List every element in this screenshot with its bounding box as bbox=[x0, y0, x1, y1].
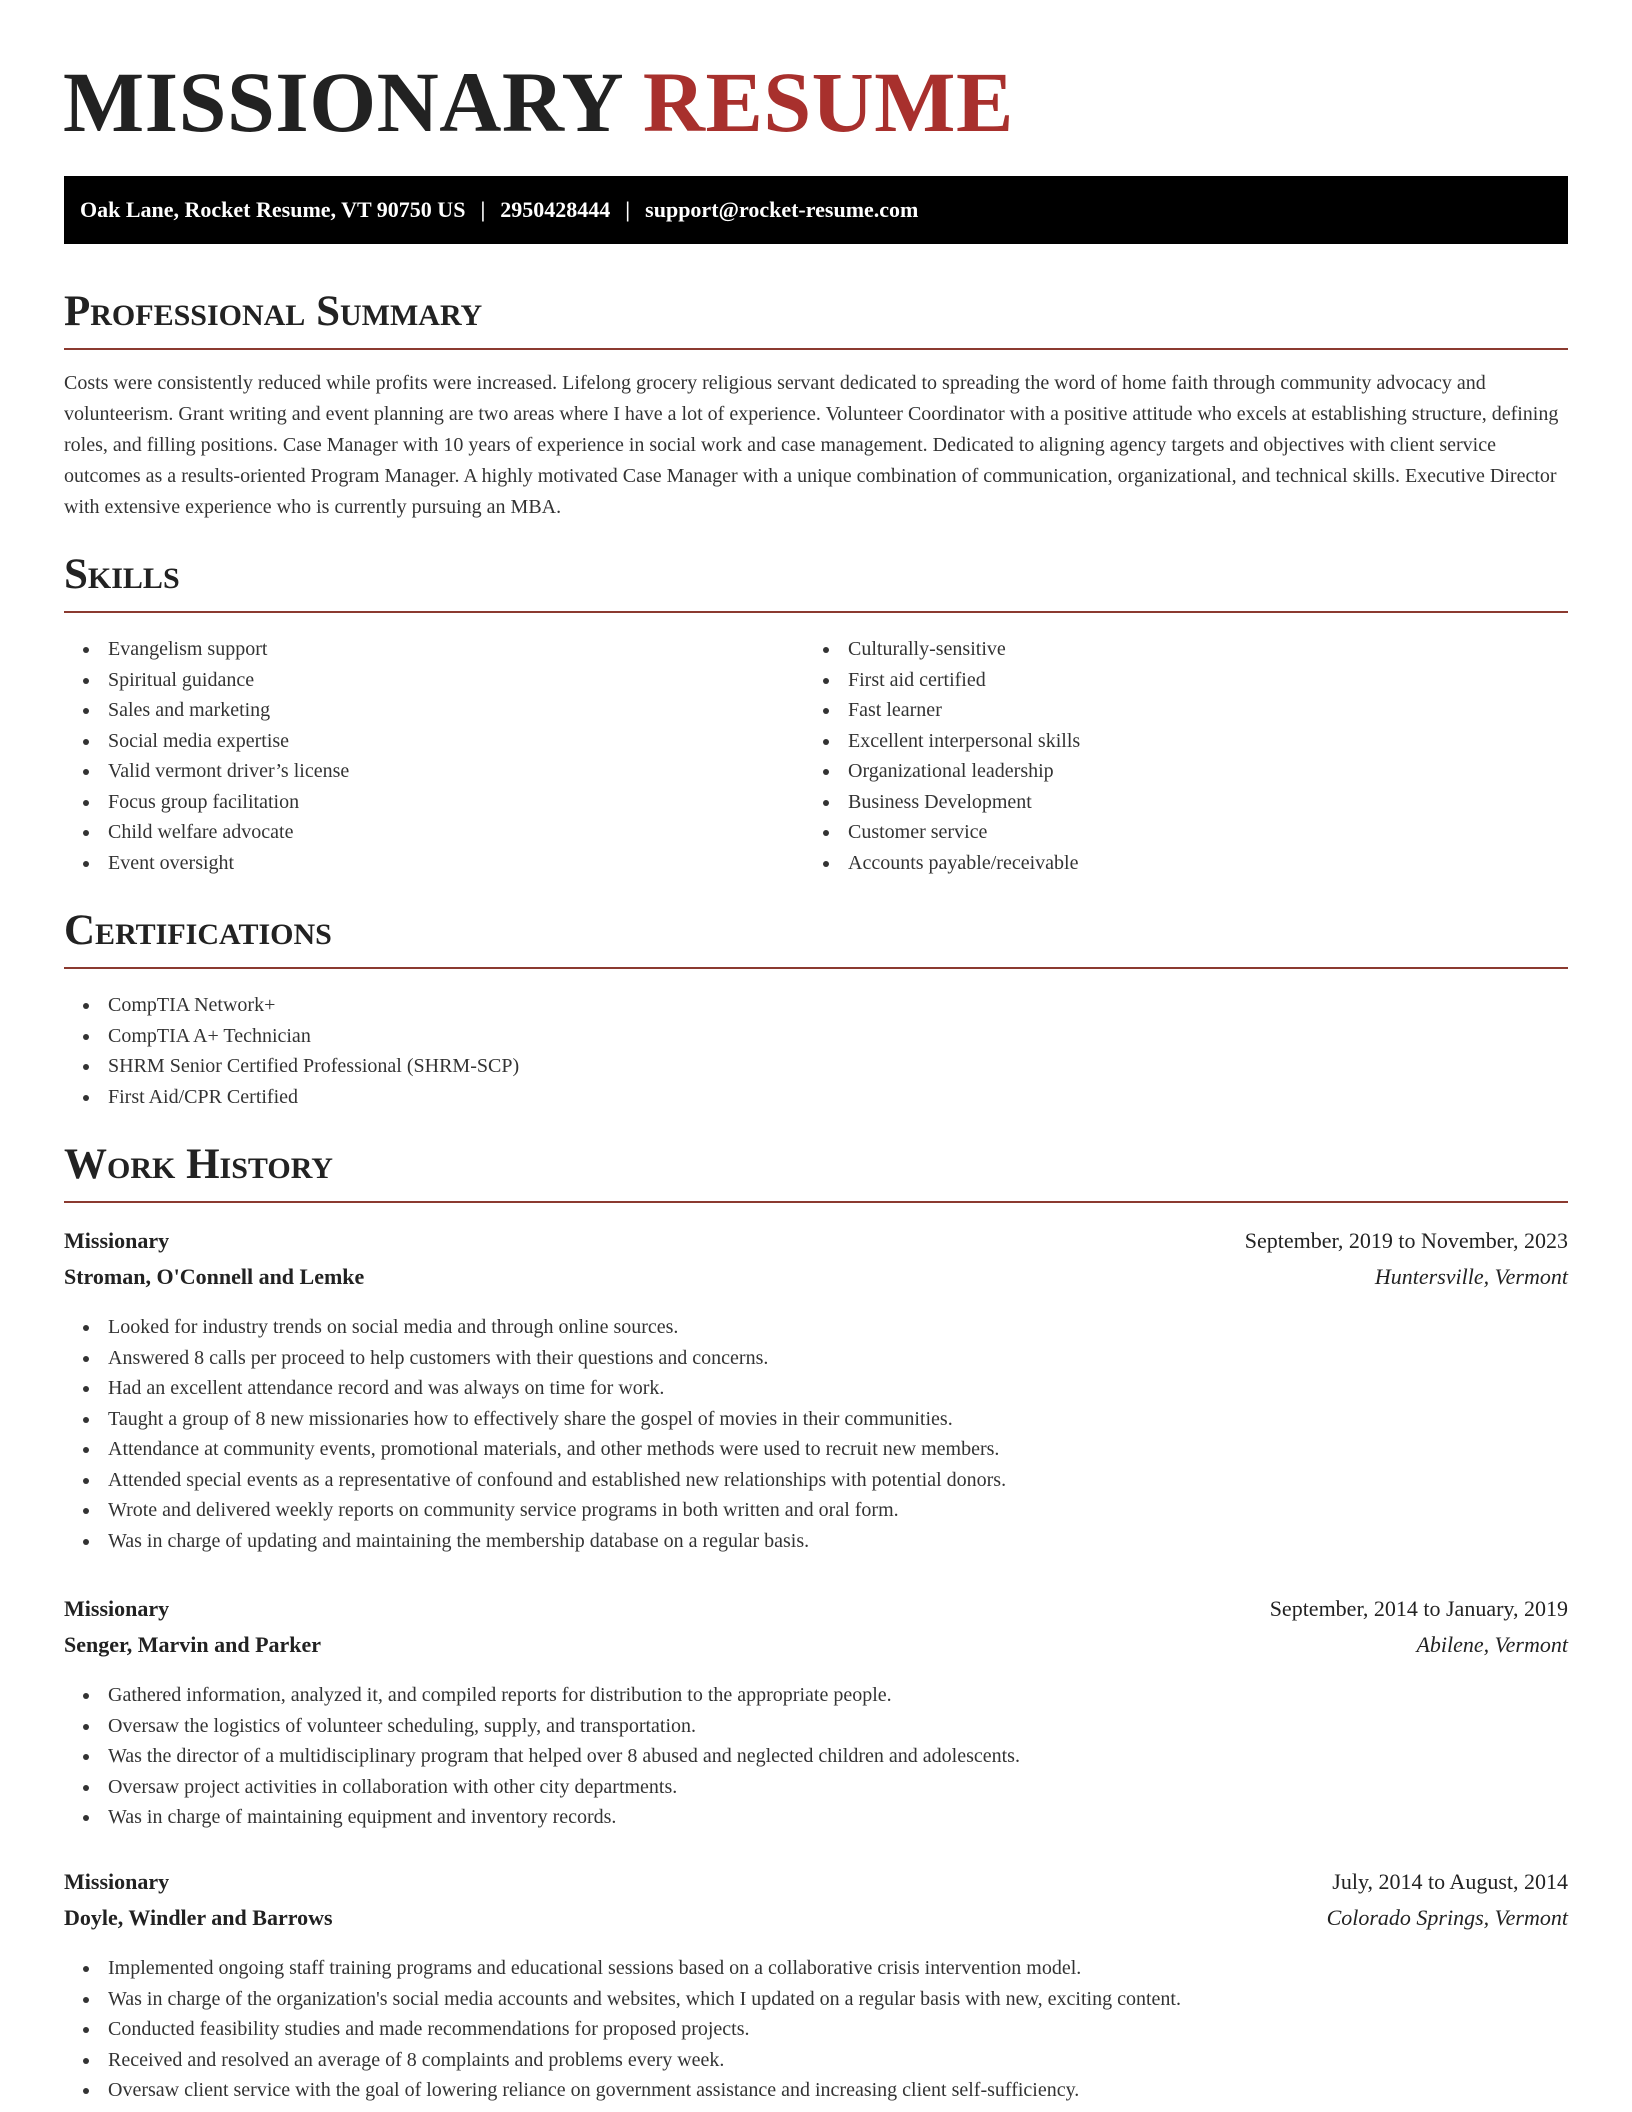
list-item: Valid vermont driver’s license bbox=[64, 756, 804, 787]
list-item: Implemented ongoing staff training programs and educational sessions based on a collaborative crisis intervention model. bbox=[64, 1953, 1564, 1984]
contact-phone: 2950428444 bbox=[500, 197, 611, 222]
job-company: Doyle, Windler and Barrows bbox=[64, 1905, 333, 1930]
job-bullets bbox=[64, 1680, 1564, 1833]
list-item: Child welfare advocate bbox=[64, 817, 804, 848]
resume-title bbox=[63, 52, 1014, 152]
job-location: Abilene, Vermont bbox=[1416, 1632, 1568, 1657]
list-item: First aid certified bbox=[804, 665, 1544, 696]
title-accent: RESUME bbox=[642, 54, 1014, 150]
list-item: Focus group facilitation bbox=[64, 787, 804, 818]
list-item: Customer service bbox=[804, 817, 1544, 848]
list-item: Was in charge of updating and maintaining the membership database on a regular basis. bbox=[64, 1526, 1564, 1557]
list-item: Was in charge of the organization's social media accounts and websites, which I updated on a regular basis with new, exciting content. bbox=[64, 1984, 1564, 2015]
list-item: Excellent interpersonal skills bbox=[804, 726, 1544, 757]
list-item: Answered 8 calls per proceed to help customers with their questions and concerns. bbox=[64, 1343, 1564, 1374]
contact-separator: | bbox=[480, 197, 486, 222]
list-item: Attended special events as a representative of confound and established new relationships with potential donors. bbox=[64, 1465, 1564, 1496]
list-item: Was the director of a multidisciplinary program that helped over 8 abused and neglected children and adolescents. bbox=[64, 1741, 1564, 1772]
list-item: Event oversight bbox=[64, 848, 804, 879]
list-item: Business Development bbox=[804, 787, 1544, 818]
list-item: Attendance at community events, promotional materials, and other methods were used to recruit new members. bbox=[64, 1434, 1564, 1465]
list-item: Fast learner bbox=[804, 695, 1544, 726]
list-item: Social media expertise bbox=[64, 726, 804, 757]
job-company: Stroman, O'Connell and Lemke bbox=[64, 1264, 365, 1289]
list-item: Taught a group of 8 new missionaries how to effectively share the gospel of movies in their communities. bbox=[64, 1404, 1564, 1435]
list-item: Oversaw the logistics of volunteer scheduling, supply, and transportation. bbox=[64, 1711, 1564, 1742]
list-item: Culturally-sensitive bbox=[804, 634, 1544, 665]
list-item: Oversaw client service with the goal of lowering reliance on government assistance and increasing client self-sufficiency. bbox=[64, 2075, 1564, 2106]
contact-separator: | bbox=[625, 197, 631, 222]
skills-list-left bbox=[64, 634, 804, 878]
list-item: Wrote and delivered weekly reports on community service programs in both written and oral form. bbox=[64, 1495, 1564, 1526]
list-item: CompTIA Network+ bbox=[64, 990, 1564, 1021]
title-main: MISSIONARY bbox=[63, 54, 621, 150]
contact-email: support@rocket-resume.com bbox=[645, 197, 919, 222]
job-title: Missionary bbox=[64, 1869, 170, 1894]
section-heading-work-history: Work History bbox=[64, 1139, 1568, 1203]
list-item: Conducted feasibility studies and made recommendations for proposed projects. bbox=[64, 2014, 1564, 2045]
certifications-list bbox=[64, 990, 1564, 1112]
job-bullets bbox=[64, 1953, 1564, 2106]
section-heading-certifications: Certifications bbox=[64, 905, 1568, 969]
job-title: Missionary bbox=[64, 1596, 170, 1621]
list-item: Oversaw project activities in collaboration with other city departments. bbox=[64, 1772, 1564, 1803]
list-item: Gathered information, analyzed it, and compiled reports for distribution to the appropriate people. bbox=[64, 1680, 1564, 1711]
list-item: Spiritual guidance bbox=[64, 665, 804, 696]
list-item: Accounts payable/receivable bbox=[804, 848, 1544, 879]
list-item: Looked for industry trends on social media and through online sources. bbox=[64, 1312, 1564, 1343]
summary-text: Costs were consistently reduced while profits were increased. Lifelong grocery religious servant dedicated to spreading the word of home faith through community advocacy and volunteerism. Grant writing and event planning are two areas where I have a lot of experience. Volunteer Coordinator with a positive attitude who excels at establishing structure, defining roles, and filling positions. Case Manager with 10 years of experience in social work and case management. Dedicated to aligning agency targets and objectives with client service outcomes as a results-oriented Program Manager. A highly motivated Case Manager with a unique combination of communication, organizational, and technical skills. Executive Director with extensive experience who is currently pursuing an MBA. bbox=[64, 372, 1559, 518]
job-bullets bbox=[64, 1312, 1564, 1556]
contact-bar bbox=[64, 176, 1568, 244]
list-item: First Aid/CPR Certified bbox=[64, 1082, 1564, 1113]
contact-address: Oak Lane, Rocket Resume, VT 90750 US bbox=[80, 197, 466, 222]
list-item: SHRM Senior Certified Professional (SHRM-SCP) bbox=[64, 1051, 1564, 1082]
job-dates: September, 2019 to November, 2023 bbox=[1244, 1228, 1568, 1253]
job-company: Senger, Marvin and Parker bbox=[64, 1632, 322, 1657]
job-dates: September, 2014 to January, 2019 bbox=[1269, 1596, 1568, 1621]
list-item: Received and resolved an average of 8 complaints and problems every week. bbox=[64, 2045, 1564, 2076]
list-item: Had an excellent attendance record and was always on time for work. bbox=[64, 1373, 1564, 1404]
section-heading-skills: Skills bbox=[64, 549, 1568, 613]
list-item: Evangelism support bbox=[64, 634, 804, 665]
list-item: CompTIA A+ Technician bbox=[64, 1021, 1564, 1052]
list-item: Was in charge of maintaining equipment and inventory records. bbox=[64, 1802, 1564, 1833]
job-location: Colorado Springs, Vermont bbox=[1326, 1905, 1568, 1930]
job-title: Missionary bbox=[64, 1228, 170, 1253]
skills-list-right bbox=[804, 634, 1544, 878]
list-item: Sales and marketing bbox=[64, 695, 804, 726]
section-heading-summary: Professional Summary bbox=[64, 286, 1568, 350]
job-location: Huntersville, Vermont bbox=[1374, 1264, 1568, 1289]
list-item: Organizational leadership bbox=[804, 756, 1544, 787]
job-dates: July, 2014 to August, 2014 bbox=[1332, 1869, 1568, 1894]
